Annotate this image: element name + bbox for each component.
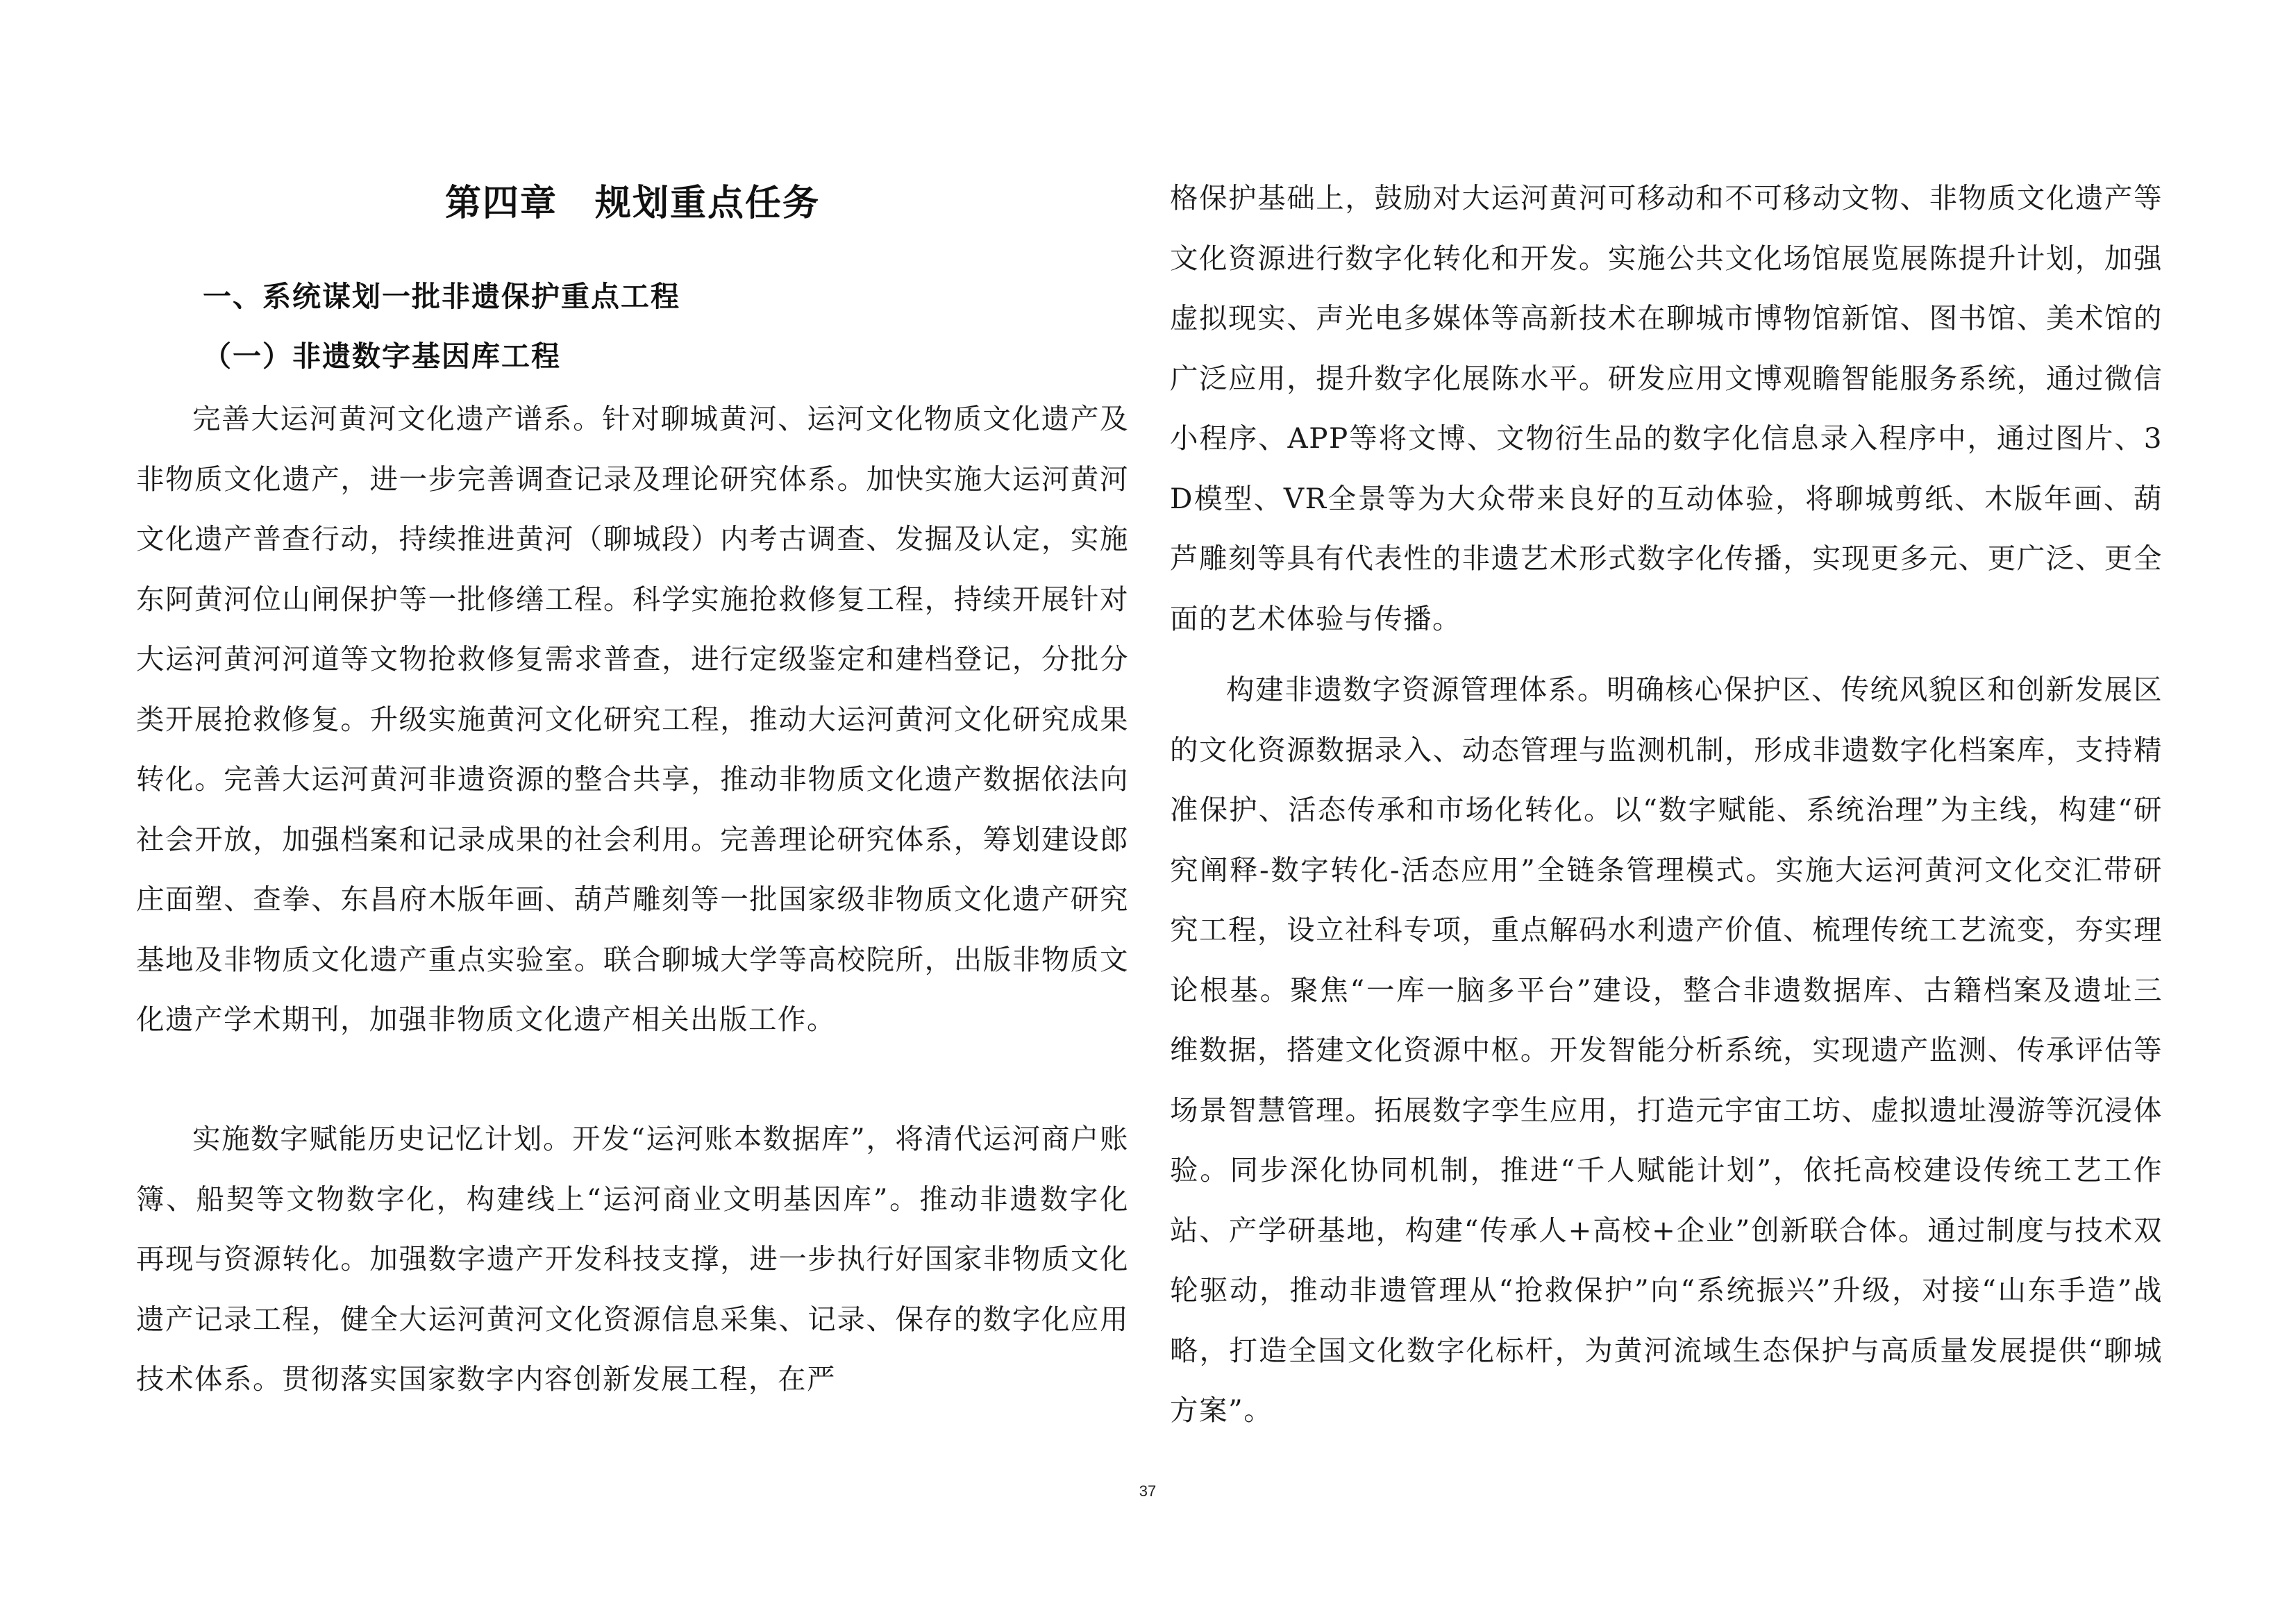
left-column bbox=[136, 0, 1129, 1624]
sub-heading: （一）非遗数字基因库工程 bbox=[203, 340, 561, 373]
section-heading: 一、系统谋划一批非遗保护重点工程 bbox=[203, 280, 680, 313]
chapter-title: 第四章 规划重点任务 bbox=[444, 183, 820, 224]
body-paragraph-continued: 格保护基础上，鼓励对大运河黄河可移动和不可移动文物、非物质文化遗产等文化资源进行数字化转化和开发。实施公共文化场馆展览展陈提升计划，加强虚拟现实、声光电多媒体等高新技术在聊城市博物馆新馆、图书馆、美术馆的广泛应用，提升数字化展陈水平。研发应用文博观瞻智能服务系统，通过微信小程序、APP等将文博、文物衍生品的数字化信息录入程序中，通过图片、3D模型、VR全景等为大众带来良好的互动体验，将聊城剪纸、木版年画、葫芦雕刻等具有代表性的非遗艺术形式数字化传播，实现更多元、更广泛、更全面的艺术体验与传播。 bbox=[1170, 181, 2163, 635]
page-number: 37 bbox=[1139, 1482, 1157, 1500]
body-paragraph: 实施数字赋能历史记忆计划。开发“运河账本数据库”，将清代运河商户账簿、船契等文物数字化，构建线上“运河商业文明基因库”。推动非遗数字化再现与资源转化。加强数字遗产开发科技支撑，进一步执行好国家非物质文化遗产记录工程，健全大运河黄河文化资源信息采集、记录、保存的数字化应用技术体系。贯彻落实国家数字内容创新发展工程，在严 bbox=[136, 1122, 1129, 1396]
body-paragraph: 构建非遗数字资源管理体系。明确核心保护区、传统风貌区和创新发展区的文化资源数据录入、动态管理与监测机制，形成非遗数字化档案库，支持精准保护、活态传承和市场化转化。以“数字赋能、系统治理”为主线，构建“研究阐释-数字转化-活态应用”全链条管理模式。实施大运河黄河文化交汇带研究工程，设立社科专项，重点解码水利遗产价值、梳理传统工艺流变，夯实理论根基。聚焦“一库一脑多平台”建设，整合非遗数据库、古籍档案及遗址三维数据，搭建文化资源中枢。开发智能分析系统，实现遗产监测、传承评估等场景智慧管理。拓展数字孪生应用，打造元宇宙工坊、虚拟遗址漫游等沉浸体验。同步深化协同机制，推进“千人赋能计划”，依托高校建设传统工艺工作站、产学研基地，构建“传承人+高校+企业”创新联合体。通过制度与技术双轮驱动，推动非遗管理从“抢救保护”向“系统振兴”升级，对接“山东手造”战略，打造全国文化数字化标杆，为黄河流域生态保护与高质量发展提供“聊城方案”。 bbox=[1170, 673, 2163, 1427]
right-column bbox=[1170, 0, 2163, 1624]
body-paragraph: 完善大运河黄河文化遗产谱系。针对聊城黄河、运河文化物质文化遗产及非物质文化遗产，进一步完善调查记录及理论研究体系。加快实施大运河黄河文化遗产普查行动，持续推进黄河（聊城段）内考古调查、发掘及认定，实施东阿黄河位山闸保护等一批修缮工程。科学实施抢救修复工程，持续开展针对大运河黄河河道等文物抢救修复需求普查，进行定级鉴定和建档登记，分批分类开展抢救修复。升级实施黄河文化研究工程，推动大运河黄河文化研究成果转化。完善大运河黄河非遗资源的整合共享，推动非物质文化遗产数据依法向社会开放，加强档案和记录成果的社会利用。完善理论研究体系，筹划建设郎庄面塑、查拳、东昌府木版年画、葫芦雕刻等一批国家级非物质文化遗产研究基地及非物质文化遗产重点实验室。联合聊城大学等高校院所，出版非物质文化遗产学术期刊，加强非物质文化遗产相关出版工作。 bbox=[136, 402, 1129, 1036]
